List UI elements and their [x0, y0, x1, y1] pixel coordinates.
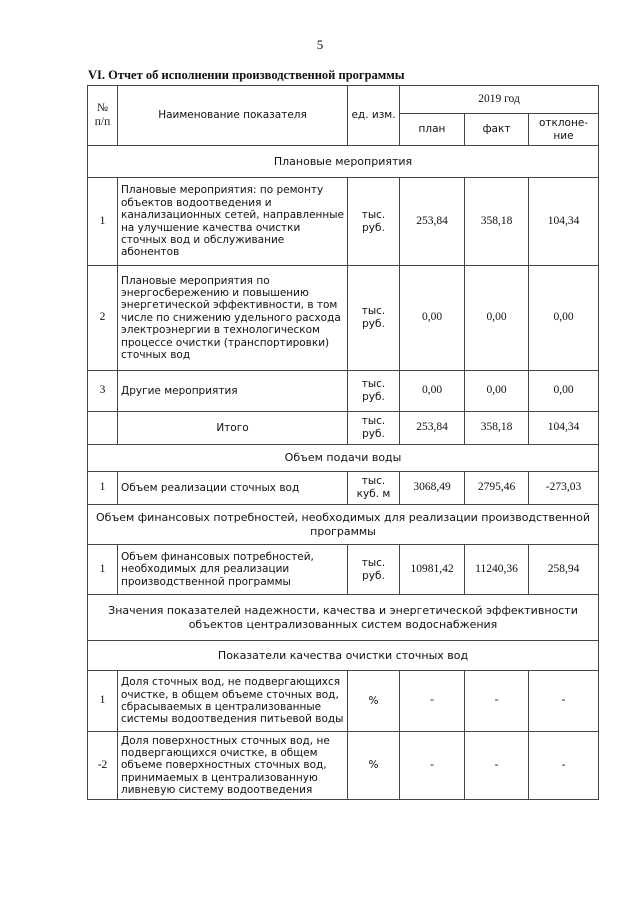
row-fact: 2795,46 — [465, 472, 529, 505]
section-row — [88, 641, 599, 671]
row-deviation: 0,00 — [529, 266, 599, 371]
row-num: -2 — [88, 732, 118, 800]
row-plan: 3068,49 — [400, 472, 465, 505]
header-unit: ед. изм. — [348, 86, 400, 146]
row-num: 3 — [88, 371, 118, 412]
row-fact: 0,00 — [465, 371, 529, 412]
row-fact: 0,00 — [465, 266, 529, 371]
row-num — [88, 412, 118, 445]
header-plan: план — [400, 114, 465, 146]
header-row — [88, 86, 599, 114]
row-plan: 10981,42 — [400, 545, 465, 595]
row-name: Доля поверхностных сточных вод, не подвергающихся очистке, в общем объеме поверхностных сточных вод, принимаемых в централизованную ливневую систему водоотведения — [118, 732, 348, 800]
row-plan: 253,84 — [400, 412, 465, 445]
row-name: Плановые мероприятия: по ремонту объектов водоотведения и канализационных сетей, направленные на улучшение качества очистки сточных вод и обслуживание абонентов — [118, 178, 348, 266]
row-num: 1 — [88, 671, 118, 732]
row-fact: 358,18 — [465, 178, 529, 266]
row-deviation: 104,34 — [529, 412, 599, 445]
table-row — [88, 732, 599, 800]
table-row — [88, 545, 599, 595]
row-plan: 253,84 — [400, 178, 465, 266]
row-num: 1 — [88, 178, 118, 266]
row-fact: - — [465, 671, 529, 732]
row-num: 1 — [88, 472, 118, 505]
row-deviation: 104,34 — [529, 178, 599, 266]
section-row — [88, 445, 599, 472]
row-unit: тыс. руб. — [348, 178, 400, 266]
row-unit: тыс. руб. — [348, 371, 400, 412]
row-deviation: 0,00 — [529, 371, 599, 412]
section-row — [88, 146, 599, 178]
table-row — [88, 472, 599, 505]
section-row — [88, 595, 599, 641]
row-deviation: - — [529, 732, 599, 800]
header-fact: факт — [465, 114, 529, 146]
row-fact: 11240,36 — [465, 545, 529, 595]
row-num: 1 — [88, 545, 118, 595]
total-row — [88, 412, 599, 445]
row-plan: - — [400, 671, 465, 732]
production-program-table — [87, 85, 599, 800]
header-deviation: отклоне-ние — [529, 114, 599, 146]
row-unit: тыс. руб. — [348, 412, 400, 445]
row-name-total: Итого — [118, 412, 348, 445]
row-unit: тыс. куб. м — [348, 472, 400, 505]
table-row — [88, 178, 599, 266]
row-name: Доля сточных вод, не подвергающихся очистке, в общем объеме сточных вод, сбрасываемых в централизованные системы водоотведения питьевой воды — [118, 671, 348, 732]
row-deviation: - — [529, 671, 599, 732]
row-name: Плановые мероприятия по энергосбережению и повышению энергетической эффективности, в том числе по снижению удельного расхода электроэнергии в технологическом процессе очистки (транспортировки) сточных вод — [118, 266, 348, 371]
section-row — [88, 505, 599, 545]
row-name: Другие мероприятия — [118, 371, 348, 412]
row-fact: 358,18 — [465, 412, 529, 445]
section-volume: Объем подачи воды — [88, 445, 599, 472]
row-plan: 0,00 — [400, 266, 465, 371]
header-year: 2019 год — [400, 86, 599, 114]
table-row — [88, 671, 599, 732]
row-deviation: -273,03 — [529, 472, 599, 505]
header-num: № п/п — [88, 86, 118, 146]
table-row — [88, 371, 599, 412]
section-reliability: Значения показателей надежности, качества и энергетической эффективности объектов централизованных систем водоснабжения — [88, 595, 599, 641]
table-row — [88, 266, 599, 371]
row-num: 2 — [88, 266, 118, 371]
row-unit: % — [348, 732, 400, 800]
section-finance: Объем финансовых потребностей, необходимых для реализации производственной программы — [88, 505, 599, 545]
row-unit: % — [348, 671, 400, 732]
row-plan: - — [400, 732, 465, 800]
section-planned: Плановые мероприятия — [88, 146, 599, 178]
row-plan: 0,00 — [400, 371, 465, 412]
page-number: 5 — [316, 37, 324, 52]
row-fact: - — [465, 732, 529, 800]
row-name: Объем финансовых потребностей, необходимых для реализации производственной программы — [118, 545, 348, 595]
header-name: Наименование показателя — [118, 86, 348, 146]
section-title: VI. Отчет об исполнении производственной программы — [88, 68, 405, 82]
row-deviation: 258,94 — [529, 545, 599, 595]
row-unit: тыс. руб. — [348, 266, 400, 371]
row-unit: тыс. руб. — [348, 545, 400, 595]
row-name: Объем реализации сточных вод — [118, 472, 348, 505]
section-quality: Показатели качества очистки сточных вод — [88, 641, 599, 671]
